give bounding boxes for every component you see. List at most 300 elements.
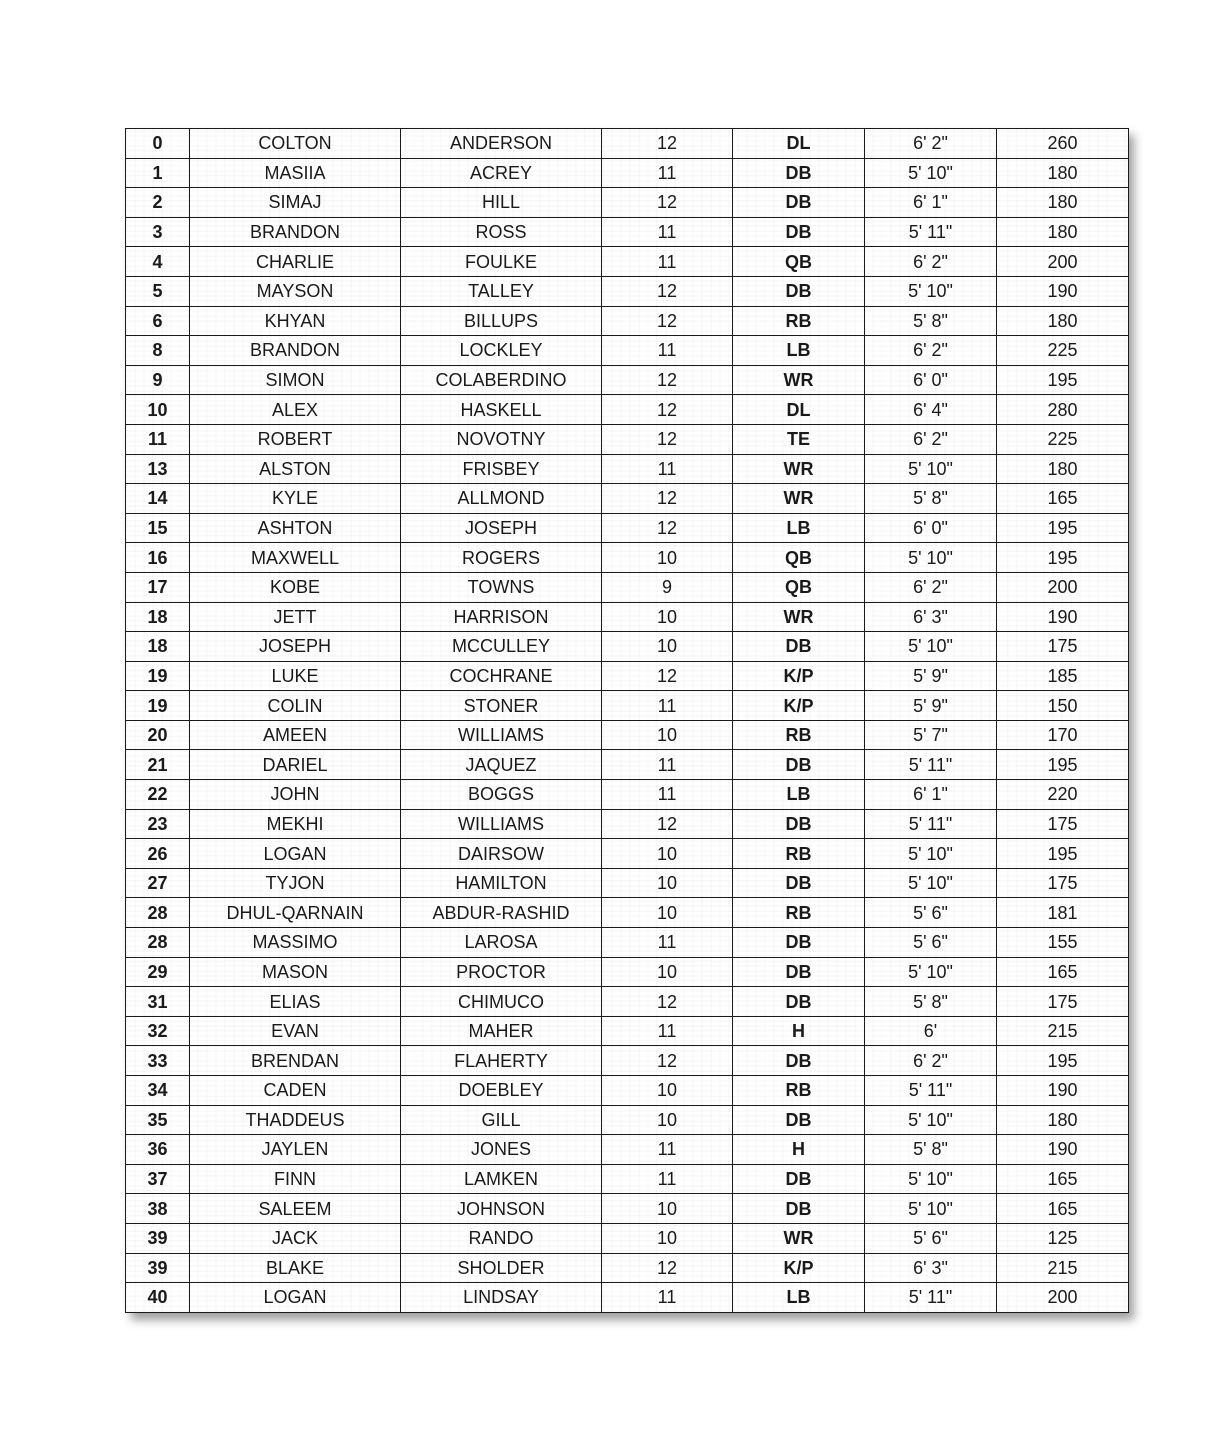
table-row <box>126 1283 1129 1313</box>
height-cell: 5' 6" <box>865 898 997 928</box>
position-cell: H <box>733 1016 865 1046</box>
first-name-cell: ROBERT <box>190 424 401 454</box>
height-cell: 6' 2" <box>865 572 997 602</box>
first-name-cell: CHARLIE <box>190 247 401 277</box>
player-number-cell: 36 <box>126 1135 190 1165</box>
weight-cell: 190 <box>997 276 1129 306</box>
weight-cell: 180 <box>997 188 1129 218</box>
position-cell: DB <box>733 1194 865 1224</box>
height-cell: 6' 1" <box>865 780 997 810</box>
weight-cell: 150 <box>997 691 1129 721</box>
player-number-cell: 19 <box>126 661 190 691</box>
height-cell: 6' <box>865 1016 997 1046</box>
height-cell: 5' 11" <box>865 750 997 780</box>
weight-cell: 180 <box>997 158 1129 188</box>
weight-cell: 125 <box>997 1223 1129 1253</box>
player-number-cell: 2 <box>126 188 190 218</box>
weight-cell: 175 <box>997 987 1129 1017</box>
height-cell: 6' 3" <box>865 602 997 632</box>
last-name-cell: ABDUR-RASHID <box>401 898 602 928</box>
player-number-cell: 4 <box>126 247 190 277</box>
weight-cell: 215 <box>997 1016 1129 1046</box>
weight-cell: 185 <box>997 661 1129 691</box>
table-row <box>126 365 1129 395</box>
last-name-cell: COCHRANE <box>401 661 602 691</box>
position-cell: QB <box>733 247 865 277</box>
weight-cell: 280 <box>997 395 1129 425</box>
last-name-cell: FOULKE <box>401 247 602 277</box>
last-name-cell: RANDO <box>401 1223 602 1253</box>
weight-cell: 170 <box>997 720 1129 750</box>
player-number-cell: 6 <box>126 306 190 336</box>
position-cell: WR <box>733 602 865 632</box>
first-name-cell: BRANDON <box>190 217 401 247</box>
height-cell: 5' 10" <box>865 543 997 573</box>
height-cell: 5' 11" <box>865 1283 997 1313</box>
table-row <box>126 661 1129 691</box>
player-number-cell: 16 <box>126 543 190 573</box>
position-cell: DB <box>733 1164 865 1194</box>
table-row <box>126 928 1129 958</box>
grade-cell: 10 <box>602 1194 733 1224</box>
grade-cell: 11 <box>602 691 733 721</box>
height-cell: 5' 10" <box>865 1105 997 1135</box>
grade-cell: 10 <box>602 543 733 573</box>
last-name-cell: HILL <box>401 188 602 218</box>
weight-cell: 180 <box>997 454 1129 484</box>
position-cell: WR <box>733 365 865 395</box>
weight-cell: 190 <box>997 1135 1129 1165</box>
table-row <box>126 424 1129 454</box>
height-cell: 5' 10" <box>865 957 997 987</box>
height-cell: 5' 10" <box>865 868 997 898</box>
table-row <box>126 1164 1129 1194</box>
position-cell: DB <box>733 809 865 839</box>
table-row <box>126 306 1129 336</box>
table-row <box>126 809 1129 839</box>
height-cell: 5' 10" <box>865 158 997 188</box>
grade-cell: 12 <box>602 484 733 514</box>
weight-cell: 180 <box>997 306 1129 336</box>
last-name-cell: CHIMUCO <box>401 987 602 1017</box>
table-row <box>126 1016 1129 1046</box>
position-cell: TE <box>733 424 865 454</box>
position-cell: RB <box>733 839 865 869</box>
first-name-cell: SIMAJ <box>190 188 401 218</box>
weight-cell: 200 <box>997 247 1129 277</box>
first-name-cell: MASSIMO <box>190 928 401 958</box>
last-name-cell: ROGERS <box>401 543 602 573</box>
height-cell: 5' 7" <box>865 720 997 750</box>
grade-cell: 11 <box>602 217 733 247</box>
last-name-cell: BOGGS <box>401 780 602 810</box>
weight-cell: 180 <box>997 1105 1129 1135</box>
weight-cell: 215 <box>997 1253 1129 1283</box>
last-name-cell: JOSEPH <box>401 513 602 543</box>
player-number-cell: 23 <box>126 809 190 839</box>
last-name-cell: FLAHERTY <box>401 1046 602 1076</box>
player-number-cell: 9 <box>126 365 190 395</box>
weight-cell: 195 <box>997 1046 1129 1076</box>
table-row <box>126 158 1129 188</box>
weight-cell: 175 <box>997 809 1129 839</box>
height-cell: 6' 1" <box>865 188 997 218</box>
weight-cell: 195 <box>997 543 1129 573</box>
height-cell: 5' 8" <box>865 987 997 1017</box>
table-row <box>126 276 1129 306</box>
player-number-cell: 8 <box>126 336 190 366</box>
player-number-cell: 32 <box>126 1016 190 1046</box>
position-cell: DB <box>733 750 865 780</box>
height-cell: 5' 9" <box>865 661 997 691</box>
last-name-cell: TALLEY <box>401 276 602 306</box>
table-row <box>126 1105 1129 1135</box>
position-cell: DB <box>733 188 865 218</box>
last-name-cell: JONES <box>401 1135 602 1165</box>
last-name-cell: STONER <box>401 691 602 721</box>
height-cell: 5' 8" <box>865 484 997 514</box>
last-name-cell: LAROSA <box>401 928 602 958</box>
grade-cell: 10 <box>602 1223 733 1253</box>
height-cell: 5' 6" <box>865 928 997 958</box>
table-row <box>126 691 1129 721</box>
player-number-cell: 3 <box>126 217 190 247</box>
player-number-cell: 26 <box>126 839 190 869</box>
roster-table <box>125 128 1129 1313</box>
last-name-cell: ACREY <box>401 158 602 188</box>
grade-cell: 9 <box>602 572 733 602</box>
height-cell: 5' 11" <box>865 217 997 247</box>
position-cell: DB <box>733 1046 865 1076</box>
height-cell: 6' 3" <box>865 1253 997 1283</box>
grade-cell: 10 <box>602 868 733 898</box>
first-name-cell: BRANDON <box>190 336 401 366</box>
grade-cell: 12 <box>602 129 733 159</box>
first-name-cell: TYJON <box>190 868 401 898</box>
last-name-cell: FRISBEY <box>401 454 602 484</box>
player-number-cell: 28 <box>126 928 190 958</box>
grade-cell: 12 <box>602 365 733 395</box>
grade-cell: 12 <box>602 1253 733 1283</box>
weight-cell: 200 <box>997 1283 1129 1313</box>
weight-cell: 165 <box>997 957 1129 987</box>
grade-cell: 12 <box>602 424 733 454</box>
first-name-cell: KYLE <box>190 484 401 514</box>
position-cell: DB <box>733 868 865 898</box>
height-cell: 5' 10" <box>865 632 997 662</box>
position-cell: WR <box>733 454 865 484</box>
player-number-cell: 10 <box>126 395 190 425</box>
position-cell: DB <box>733 928 865 958</box>
player-number-cell: 19 <box>126 691 190 721</box>
last-name-cell: SHOLDER <box>401 1253 602 1283</box>
table-row <box>126 868 1129 898</box>
grade-cell: 12 <box>602 1046 733 1076</box>
player-number-cell: 22 <box>126 780 190 810</box>
position-cell: RB <box>733 306 865 336</box>
position-cell: DL <box>733 129 865 159</box>
grade-cell: 10 <box>602 632 733 662</box>
table-row <box>126 632 1129 662</box>
position-cell: RB <box>733 1076 865 1106</box>
last-name-cell: ANDERSON <box>401 129 602 159</box>
height-cell: 5' 8" <box>865 1135 997 1165</box>
height-cell: 6' 2" <box>865 424 997 454</box>
table-row <box>126 129 1129 159</box>
first-name-cell: JACK <box>190 1223 401 1253</box>
grade-cell: 11 <box>602 1016 733 1046</box>
player-number-cell: 28 <box>126 898 190 928</box>
position-cell: LB <box>733 513 865 543</box>
first-name-cell: BRENDAN <box>190 1046 401 1076</box>
position-cell: WR <box>733 1223 865 1253</box>
table-row <box>126 957 1129 987</box>
first-name-cell: ASHTON <box>190 513 401 543</box>
grade-cell: 12 <box>602 513 733 543</box>
first-name-cell: COLTON <box>190 129 401 159</box>
first-name-cell: EVAN <box>190 1016 401 1046</box>
table-row <box>126 602 1129 632</box>
height-cell: 5' 10" <box>865 839 997 869</box>
table-row <box>126 1253 1129 1283</box>
last-name-cell: NOVOTNY <box>401 424 602 454</box>
last-name-cell: MCCULLEY <box>401 632 602 662</box>
position-cell: LB <box>733 336 865 366</box>
player-number-cell: 18 <box>126 632 190 662</box>
position-cell: DB <box>733 158 865 188</box>
position-cell: K/P <box>733 1253 865 1283</box>
first-name-cell: SALEEM <box>190 1194 401 1224</box>
last-name-cell: BILLUPS <box>401 306 602 336</box>
height-cell: 5' 10" <box>865 454 997 484</box>
roster-sheet <box>125 128 1128 1313</box>
position-cell: DB <box>733 217 865 247</box>
first-name-cell: AMEEN <box>190 720 401 750</box>
height-cell: 5' 8" <box>865 306 997 336</box>
grade-cell: 12 <box>602 809 733 839</box>
table-row <box>126 572 1129 602</box>
last-name-cell: WILLIAMS <box>401 809 602 839</box>
grade-cell: 10 <box>602 957 733 987</box>
weight-cell: 195 <box>997 839 1129 869</box>
player-number-cell: 17 <box>126 572 190 602</box>
grade-cell: 12 <box>602 276 733 306</box>
grade-cell: 11 <box>602 247 733 277</box>
weight-cell: 195 <box>997 513 1129 543</box>
grade-cell: 11 <box>602 780 733 810</box>
last-name-cell: LOCKLEY <box>401 336 602 366</box>
last-name-cell: LINDSAY <box>401 1283 602 1313</box>
height-cell: 6' 2" <box>865 336 997 366</box>
position-cell: DB <box>733 632 865 662</box>
player-number-cell: 1 <box>126 158 190 188</box>
position-cell: K/P <box>733 661 865 691</box>
table-row <box>126 484 1129 514</box>
grade-cell: 11 <box>602 336 733 366</box>
grade-cell: 11 <box>602 928 733 958</box>
weight-cell: 225 <box>997 336 1129 366</box>
height-cell: 5' 10" <box>865 276 997 306</box>
first-name-cell: FINN <box>190 1164 401 1194</box>
height-cell: 5' 10" <box>865 1164 997 1194</box>
first-name-cell: MEKHI <box>190 809 401 839</box>
height-cell: 5' 10" <box>865 1194 997 1224</box>
grade-cell: 11 <box>602 1164 733 1194</box>
player-number-cell: 21 <box>126 750 190 780</box>
last-name-cell: LAMKEN <box>401 1164 602 1194</box>
position-cell: RB <box>733 898 865 928</box>
first-name-cell: JAYLEN <box>190 1135 401 1165</box>
first-name-cell: JOSEPH <box>190 632 401 662</box>
grade-cell: 10 <box>602 720 733 750</box>
position-cell: H <box>733 1135 865 1165</box>
table-row <box>126 1135 1129 1165</box>
grade-cell: 12 <box>602 987 733 1017</box>
table-row <box>126 1223 1129 1253</box>
grade-cell: 12 <box>602 188 733 218</box>
last-name-cell: JAQUEZ <box>401 750 602 780</box>
last-name-cell: GILL <box>401 1105 602 1135</box>
last-name-cell: HARRISON <box>401 602 602 632</box>
first-name-cell: MAYSON <box>190 276 401 306</box>
height-cell: 6' 4" <box>865 395 997 425</box>
last-name-cell: DAIRSOW <box>401 839 602 869</box>
first-name-cell: LUKE <box>190 661 401 691</box>
last-name-cell: HAMILTON <box>401 868 602 898</box>
player-number-cell: 20 <box>126 720 190 750</box>
last-name-cell: COLABERDINO <box>401 365 602 395</box>
player-number-cell: 11 <box>126 424 190 454</box>
first-name-cell: KOBE <box>190 572 401 602</box>
first-name-cell: DHUL-QARNAIN <box>190 898 401 928</box>
height-cell: 6' 2" <box>865 1046 997 1076</box>
player-number-cell: 31 <box>126 987 190 1017</box>
first-name-cell: JETT <box>190 602 401 632</box>
weight-cell: 260 <box>997 129 1129 159</box>
player-number-cell: 39 <box>126 1253 190 1283</box>
table-row <box>126 720 1129 750</box>
weight-cell: 195 <box>997 365 1129 395</box>
weight-cell: 190 <box>997 1076 1129 1106</box>
grade-cell: 11 <box>602 750 733 780</box>
last-name-cell: MAHER <box>401 1016 602 1046</box>
last-name-cell: DOEBLEY <box>401 1076 602 1106</box>
grade-cell: 11 <box>602 1135 733 1165</box>
grade-cell: 11 <box>602 158 733 188</box>
position-cell: RB <box>733 720 865 750</box>
height-cell: 5' 11" <box>865 1076 997 1106</box>
last-name-cell: TOWNS <box>401 572 602 602</box>
table-row <box>126 247 1129 277</box>
weight-cell: 155 <box>997 928 1129 958</box>
position-cell: LB <box>733 780 865 810</box>
first-name-cell: CADEN <box>190 1076 401 1106</box>
position-cell: DL <box>733 395 865 425</box>
height-cell: 5' 9" <box>865 691 997 721</box>
grade-cell: 12 <box>602 661 733 691</box>
player-number-cell: 33 <box>126 1046 190 1076</box>
first-name-cell: ELIAS <box>190 987 401 1017</box>
player-number-cell: 18 <box>126 602 190 632</box>
table-row <box>126 987 1129 1017</box>
first-name-cell: ALSTON <box>190 454 401 484</box>
table-row <box>126 543 1129 573</box>
first-name-cell: BLAKE <box>190 1253 401 1283</box>
height-cell: 6' 2" <box>865 247 997 277</box>
table-row <box>126 780 1129 810</box>
grade-cell: 12 <box>602 306 733 336</box>
last-name-cell: ALLMOND <box>401 484 602 514</box>
player-number-cell: 38 <box>126 1194 190 1224</box>
position-cell: K/P <box>733 691 865 721</box>
table-row <box>126 750 1129 780</box>
weight-cell: 165 <box>997 1194 1129 1224</box>
first-name-cell: LOGAN <box>190 839 401 869</box>
player-number-cell: 29 <box>126 957 190 987</box>
first-name-cell: MAXWELL <box>190 543 401 573</box>
first-name-cell: LOGAN <box>190 1283 401 1313</box>
weight-cell: 165 <box>997 484 1129 514</box>
table-row <box>126 217 1129 247</box>
grade-cell: 10 <box>602 602 733 632</box>
height-cell: 6' 0" <box>865 513 997 543</box>
position-cell: DB <box>733 276 865 306</box>
weight-cell: 200 <box>997 572 1129 602</box>
weight-cell: 180 <box>997 217 1129 247</box>
player-number-cell: 15 <box>126 513 190 543</box>
player-number-cell: 14 <box>126 484 190 514</box>
position-cell: WR <box>733 484 865 514</box>
grade-cell: 10 <box>602 1076 733 1106</box>
first-name-cell: KHYAN <box>190 306 401 336</box>
height-cell: 5' 11" <box>865 809 997 839</box>
table-row <box>126 395 1129 425</box>
player-number-cell: 37 <box>126 1164 190 1194</box>
grade-cell: 10 <box>602 1105 733 1135</box>
table-row <box>126 454 1129 484</box>
position-cell: DB <box>733 957 865 987</box>
grade-cell: 12 <box>602 395 733 425</box>
position-cell: DB <box>733 1105 865 1135</box>
grade-cell: 10 <box>602 839 733 869</box>
player-number-cell: 0 <box>126 129 190 159</box>
height-cell: 6' 0" <box>865 365 997 395</box>
weight-cell: 175 <box>997 868 1129 898</box>
weight-cell: 175 <box>997 632 1129 662</box>
roster-body <box>126 129 1129 1313</box>
player-number-cell: 35 <box>126 1105 190 1135</box>
height-cell: 6' 2" <box>865 129 997 159</box>
last-name-cell: ROSS <box>401 217 602 247</box>
first-name-cell: JOHN <box>190 780 401 810</box>
table-row <box>126 1046 1129 1076</box>
weight-cell: 225 <box>997 424 1129 454</box>
player-number-cell: 5 <box>126 276 190 306</box>
player-number-cell: 39 <box>126 1223 190 1253</box>
first-name-cell: COLIN <box>190 691 401 721</box>
first-name-cell: MASON <box>190 957 401 987</box>
table-row <box>126 513 1129 543</box>
height-cell: 5' 6" <box>865 1223 997 1253</box>
table-row <box>126 188 1129 218</box>
grade-cell: 11 <box>602 1283 733 1313</box>
table-row <box>126 839 1129 869</box>
position-cell: LB <box>733 1283 865 1313</box>
grade-cell: 11 <box>602 454 733 484</box>
first-name-cell: SIMON <box>190 365 401 395</box>
player-number-cell: 27 <box>126 868 190 898</box>
grade-cell: 10 <box>602 898 733 928</box>
